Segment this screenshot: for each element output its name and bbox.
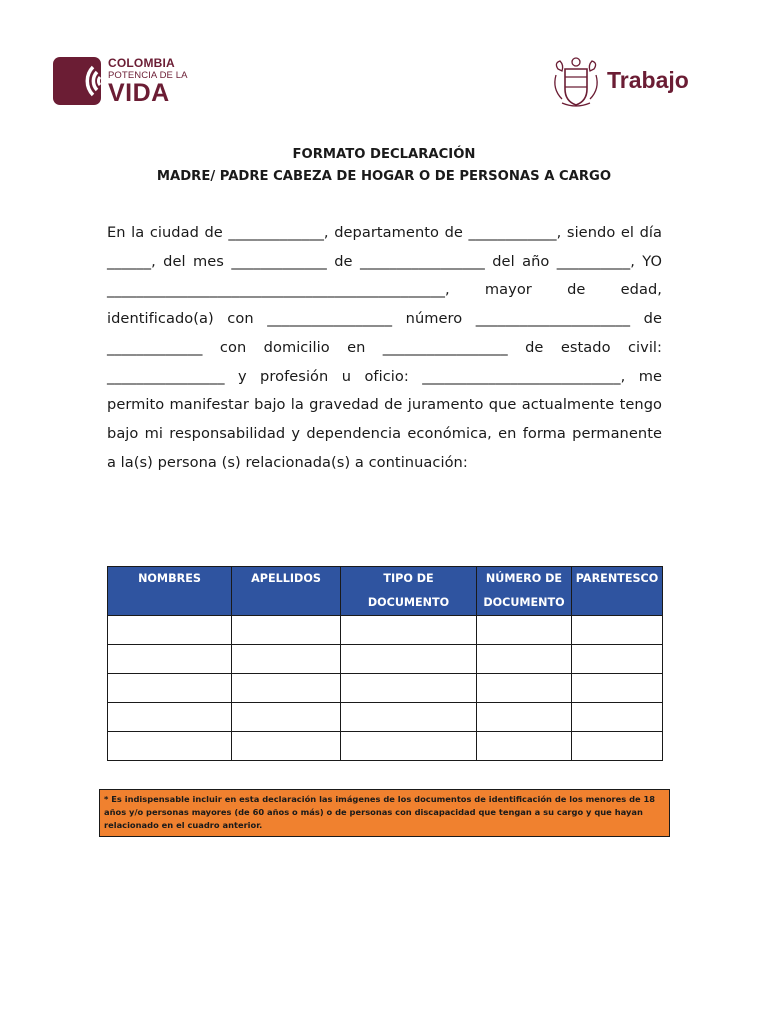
column-header-parentesco: PARENTESCO — [572, 567, 663, 616]
table-cell[interactable] — [341, 703, 477, 732]
column-header-apellidos: APELLIDOS — [232, 567, 341, 616]
table-cell[interactable] — [232, 616, 341, 645]
table-row — [108, 732, 663, 761]
trabajo-wordmark: Trabajo — [607, 67, 689, 93]
document-title: FORMATO DECLARACIÓN — [292, 147, 476, 162]
table-cell[interactable] — [108, 674, 232, 703]
logo-wordmark — [108, 57, 188, 106]
table-cell[interactable] — [477, 645, 572, 674]
table-cell[interactable] — [572, 674, 663, 703]
column-header-numero-documento: NÚMERO DE DOCUMENTO — [477, 567, 572, 616]
sound-waves-logo-icon — [53, 57, 101, 105]
table-cell[interactable] — [477, 674, 572, 703]
table-cell[interactable] — [341, 732, 477, 761]
declaration-paragraph: En la ciudad de _____________, departamento de ____________, siendo el día ______, del mes _____________ de _________________ del año __________, YO ______________________________________________, mayor de edad, identificado(a) con _________________ número _____________________ de _____________ con domicilio en _________________ de estado civil: ________________ y profesión u oficio: ___________________________, me permito manifestar bajo la gravedad de juramento que actualmente tengo bajo mi responsabilidad y dependencia económica, en forma permanente a la(s) persona (s) relacionada(s) a continuación: — [107, 224, 662, 471]
requirements-note: * Es indispensable incluir en esta declaración las imágenes de los documentos de identificación de los menores de 18 años y/o personas mayores (de 60 años o más) o de personas con discapacidad que tengan a su cargo y que hayan relacionado en el cuadro anterior. — [99, 789, 670, 837]
logo-line-colombia: COLOMBIA — [108, 56, 175, 70]
table-header-row — [108, 567, 663, 616]
ministerio-trabajo-logo — [550, 55, 700, 113]
table-row — [108, 616, 663, 645]
table-cell[interactable] — [477, 616, 572, 645]
table-cell[interactable] — [477, 732, 572, 761]
colombia-potencia-de-la-vida-logo — [53, 57, 188, 107]
table-cell[interactable] — [108, 645, 232, 674]
logo-line-vida: VIDA — [108, 78, 170, 107]
table-cell[interactable] — [572, 732, 663, 761]
table-cell[interactable] — [572, 616, 663, 645]
document-subtitle: MADRE/ PADRE CABEZA DE HOGAR O DE PERSONAS A CARGO — [156, 169, 612, 184]
table-cell[interactable] — [108, 703, 232, 732]
table-cell[interactable] — [341, 616, 477, 645]
table-cell[interactable] — [341, 674, 477, 703]
table-cell[interactable] — [232, 645, 341, 674]
dependents-table — [107, 566, 663, 761]
table-cell[interactable] — [108, 616, 232, 645]
table-cell[interactable] — [341, 645, 477, 674]
column-header-tipo-documento: TIPO DE DOCUMENTO — [341, 567, 477, 616]
column-header-nombres: NOMBRES — [108, 567, 232, 616]
table-row — [108, 674, 663, 703]
colombia-coat-of-arms-icon — [550, 55, 602, 111]
table-cell[interactable] — [232, 703, 341, 732]
table-cell[interactable] — [477, 703, 572, 732]
table-cell[interactable] — [572, 645, 663, 674]
table-cell[interactable] — [108, 732, 232, 761]
table-cell[interactable] — [572, 703, 663, 732]
logo-line-potencia: POTENCIA DE LA — [108, 70, 188, 81]
table-cell[interactable] — [232, 674, 341, 703]
table-cell[interactable] — [232, 732, 341, 761]
table-row — [108, 645, 663, 674]
table-row — [108, 703, 663, 732]
